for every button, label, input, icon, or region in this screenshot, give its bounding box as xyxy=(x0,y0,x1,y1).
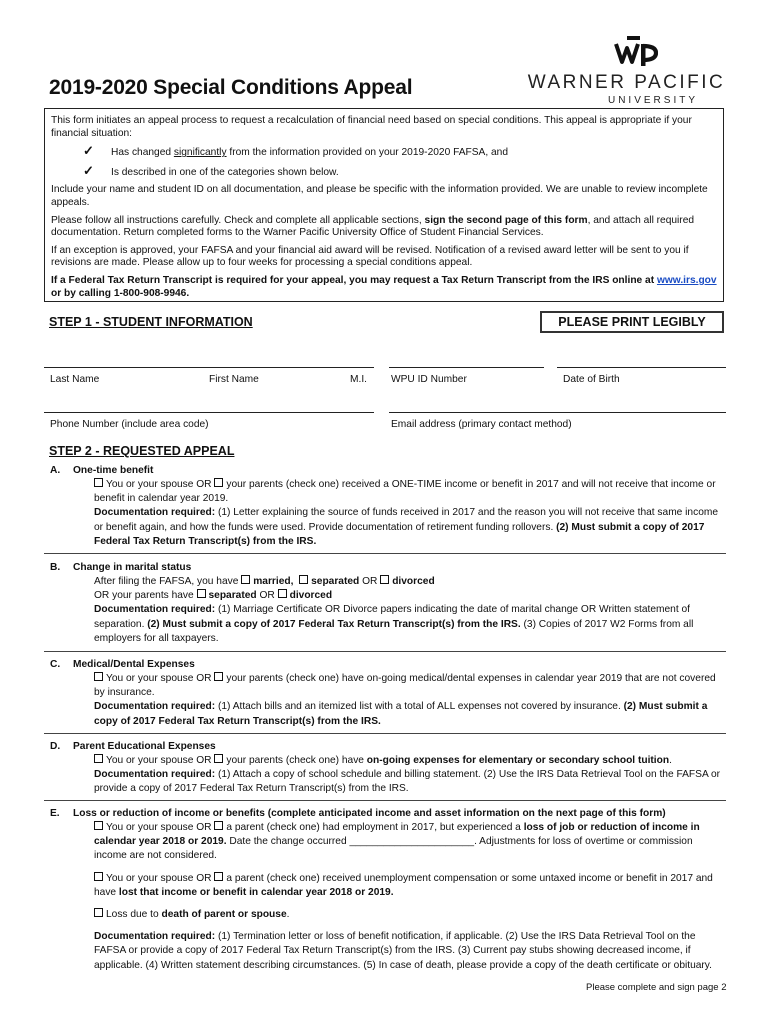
section-divider xyxy=(44,553,726,554)
section-heading: Loss or reduction of income or benefits (complete anticipated income and asset information on the next page of this form) xyxy=(73,808,666,819)
page-title: 2019-2020 Special Conditions Appeal xyxy=(49,76,413,99)
dob-field-line[interactable] xyxy=(557,367,726,368)
section-letter: A. xyxy=(50,465,61,476)
intro-paragraph: Include your name and student ID on all documentation, and please be specific with the information provided. We are unable to review incomplete appeals. xyxy=(51,184,708,208)
wpu-id-field-line[interactable] xyxy=(389,367,544,368)
section-divider xyxy=(44,800,726,801)
checkbox[interactable] xyxy=(214,672,223,681)
section-heading: One-time benefit xyxy=(73,465,154,476)
criteria-item xyxy=(83,162,717,180)
criteria-text: Is described in one of the categories shown below. xyxy=(111,166,339,178)
section-letter: E. xyxy=(50,808,60,819)
checkmark-icon: ✓ xyxy=(83,143,94,159)
step2-heading: STEP 2 - REQUESTED APPEAL xyxy=(49,444,235,458)
wpu-id-label: WPU ID Number xyxy=(391,374,467,385)
checkbox[interactable] xyxy=(214,821,223,830)
section-letter: C. xyxy=(50,659,61,670)
checkbox[interactable] xyxy=(278,589,287,598)
print-legibly-banner: PLEASE PRINT LEGIBLY xyxy=(540,311,724,333)
logo-subtitle: UNIVERSITY xyxy=(607,95,698,106)
checkmark-icon: ✓ xyxy=(83,162,94,178)
checkbox[interactable] xyxy=(94,478,103,487)
criteria-text: from the information provided on your 2019-2020 FAFSA, and xyxy=(226,147,508,159)
intro-paragraph: This form initiates an appeal process to request a recalculation of financial need based on special conditions. This appeal is appropriate if your financial situation: xyxy=(51,115,692,139)
section-divider xyxy=(44,651,726,652)
checkbox[interactable] xyxy=(94,821,103,830)
intro-box xyxy=(44,108,724,302)
checkbox[interactable] xyxy=(94,908,103,917)
section-divider xyxy=(44,733,726,734)
name-field-line[interactable] xyxy=(44,367,374,368)
email-label: Email address (primary contact method) xyxy=(391,419,572,430)
checkbox[interactable] xyxy=(299,575,308,584)
checkbox[interactable] xyxy=(94,672,103,681)
irs-link[interactable]: www.irs.gov xyxy=(656,274,717,286)
section-heading: Change in marital status xyxy=(73,562,192,573)
checkbox[interactable] xyxy=(94,872,103,881)
criteria-text: Has changed xyxy=(111,147,174,159)
step1-heading: STEP 1 - STUDENT INFORMATION xyxy=(49,315,253,329)
criteria-emphasis: significantly xyxy=(173,147,227,159)
checkbox[interactable] xyxy=(214,872,223,881)
intro-paragraph: Please follow all instructions carefully. Check and complete all applicable sections, sign the second page of this form, and attach all required documentation. Return completed forms to the Warner Pacific University Office of Student Financial Services. xyxy=(51,214,695,239)
intro-paragraph: If an exception is approved, your FAFSA and your financial aid award will be revised. Notification of a revised award letter will be sent to you if revisions are made. Please allow up to four weeks for processing a special conditions appeal. xyxy=(51,244,689,269)
dob-label: Date of Birth xyxy=(563,374,620,385)
email-field-line[interactable] xyxy=(389,412,726,413)
section-heading: Parent Educational Expenses xyxy=(73,741,216,752)
checkbox[interactable] xyxy=(197,589,206,598)
checkbox[interactable] xyxy=(214,754,223,763)
checkbox[interactable] xyxy=(241,575,250,584)
phone-field-line[interactable] xyxy=(44,412,374,413)
section-heading: Medical/Dental Expenses xyxy=(73,659,195,670)
first-name-label: First Name xyxy=(209,374,259,385)
logo-name: WARNER PACIFIC xyxy=(527,72,726,93)
section-letter: B. xyxy=(50,562,61,573)
university-logo xyxy=(524,36,729,108)
irs-transcript-note: If a Federal Tax Return Transcript is required for your appeal, you may request a Tax Return Transcript from the IRS online at www.irs.gov or by calling 1-800-908-9946. xyxy=(51,274,717,299)
last-name-label: Last Name xyxy=(50,374,100,385)
phone-label: Phone Number (include area code) xyxy=(50,419,209,430)
checkbox[interactable] xyxy=(94,754,103,763)
criteria-item xyxy=(83,145,717,160)
wp-logo-mark-icon xyxy=(614,36,658,66)
section-letter: D. xyxy=(50,741,61,752)
mi-label: M.I. xyxy=(350,374,367,385)
footer-note: Please complete and sign page 2 xyxy=(586,982,727,993)
checkbox[interactable] xyxy=(380,575,389,584)
checkbox[interactable] xyxy=(214,478,223,487)
